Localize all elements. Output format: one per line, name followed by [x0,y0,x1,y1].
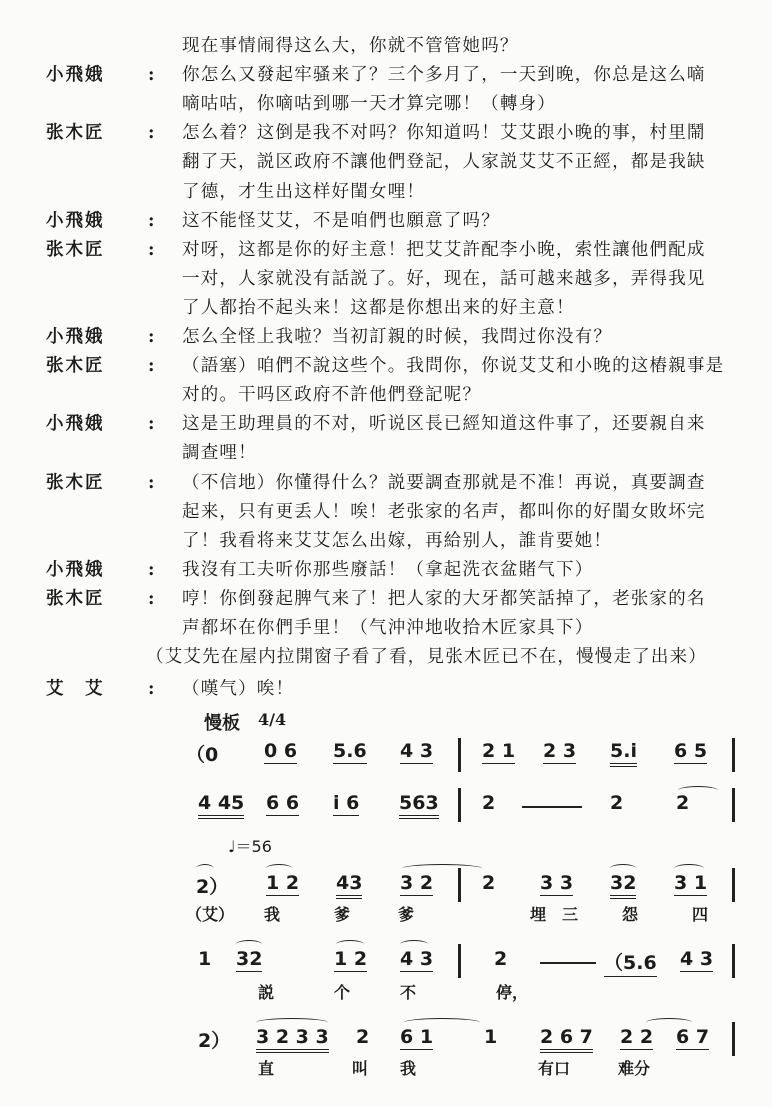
dialogue-line [0,526,772,556]
hold-dash [522,806,582,808]
dialogue-line [0,468,772,498]
speaker-name: 张木匠 [46,589,105,609]
dialogue-text: 了！我看将来艾艾怎么出嫁，再給别人，誰肯要她！ [182,531,613,551]
score-note: 1 [484,1026,498,1048]
aiai-line-text: （嘆气）唉！ [182,679,295,699]
score-row-5 [0,1016,772,1107]
dialogue-text: 你怎么又發起牢骚来了？三个多月了，一天到晚，你总是这么嘀 [182,65,706,85]
bar-line [732,944,735,978]
stage-direction-text: （艾艾先在屋内拉開窗子看了看，見张木匠已不在，慢慢走了出来） [146,647,707,667]
speaker-name: 张木匠 [46,473,105,493]
speaker-colon: : [148,414,155,434]
score-note: 1 2 [334,948,368,970]
dialogue-text: 嘀咕咕，你嘀咕到哪一天才算完哪！（轉身） [182,94,556,114]
lyric: 爹 [334,905,351,924]
speaker-name: 张木匠 [46,356,105,376]
dialogue-line [0,351,772,381]
score-row-2 [0,788,772,828]
dialogue-text: 这是王助理員的不对，听说区長已經知道这件事了，还要親自来 [182,414,706,434]
lyric: 难分 [618,1059,651,1078]
bar-line [732,868,735,902]
score-note: 1 2 [266,872,300,894]
score-note: 2 2 [620,1026,654,1048]
lyric: 直 [258,1059,275,1078]
dialogue-line [0,60,772,90]
score-note: 32 [610,872,636,899]
score-note: 1 [198,948,212,970]
speaker-colon: : [148,240,155,260]
score-note: 2 [610,792,624,814]
dialogue-text: （語塞）咱們不說这些个。我問你，你说艾艾和小晚的这樁親事是 [182,356,725,376]
dialogue-text: 起来，只有更丢人！唉！老张家的名声，都叫你的好閨女敗坏完 [182,502,706,522]
aiai-line [0,674,772,704]
dialogue-text: 对呀，这都是你的好主意！把艾艾許配李小晚，索性讓他們配成 [182,240,706,260]
score-note: 2 [676,792,690,814]
bar-line [458,788,461,822]
bar-line [458,944,461,978]
dialogue-text: 对的。干吗区政府不許他們登記呢？ [182,385,482,405]
lyric: 怨 [622,905,639,924]
speaker-colon: : [148,560,155,580]
dialogue-text: （不信地）你懂得什么？説要調查那就是不准！再说，真要調查 [182,473,706,493]
lyric: 四 [692,905,709,924]
score-note: 3 2 [400,872,434,894]
stage-direction [0,642,772,672]
speaker-name: 小飛娥 [46,65,105,85]
score-note: 2 [482,792,496,814]
dialogue-text: 这不能怪艾艾，不是咱們也願意了吗？ [182,211,500,231]
dialogue-line [0,322,772,352]
speaker-colon: : [148,65,155,85]
score-note: 2 1 [482,740,516,762]
hold-dash [540,962,596,964]
speaker-colon: : [148,356,155,376]
speaker-colon: : [148,327,155,347]
score-row-3 [0,862,772,926]
score-note: 2 [482,872,496,894]
dialogue-text: 一对，人家就没有話説了。好，现在，話可越来越多，弄得我见 [182,269,706,289]
dialogue-line [0,497,772,527]
lyric: 叫 [352,1059,369,1078]
speaker-name: 小飛娥 [46,560,105,580]
score-note: 2 [356,1026,370,1048]
bar-line [732,1022,735,1056]
speaker-aiai: 艾 艾 [46,679,105,699]
score-note: 3 2 3 3 [256,1026,329,1053]
slur-mark [404,1018,480,1027]
dialogue-text: 調查哩！ [182,443,257,463]
speaker-colon: : [148,589,155,609]
score-note: 4 3 [400,740,434,762]
metronome-marking: ♩＝56 [228,837,272,856]
lyric: 有口 [538,1059,571,1078]
score-note: 43 [336,872,362,899]
score-note: 6 5 [674,740,708,762]
dialogue-line [0,438,772,468]
lyric: 爹 [398,905,415,924]
dialogue-text: 怎么全怪上我啦？当初訂親的时候，我問过你没有？ [182,327,613,347]
score-note: 5.6 [333,740,367,762]
speaker-colon: : [148,123,155,143]
score-note: 3 3 [540,872,574,894]
speaker-name: 小飛娥 [46,414,105,434]
dialogue-text: 声都坏在你們手里！（气沖沖地收拾木匠家具下） [182,618,594,638]
score-note: 4 3 [400,948,434,970]
dialogue-text: 怎么着？这倒是我不对吗？你知道吗！艾艾跟小晚的事，村里鬧 [182,123,706,143]
score-note: 2） [196,876,229,898]
lyric: 埋 [530,905,547,924]
speaker-name: 小飛娥 [46,327,105,347]
score-note: 5.i [610,740,637,767]
score-note: 2 3 [543,740,577,762]
dialogue-line [0,235,772,265]
bar-line [732,738,735,772]
speaker-colon: : [148,679,155,699]
speaker-colon: : [148,473,155,493]
score-note: 4 3 [680,948,714,970]
dialogue-line [0,613,772,643]
bar-line [458,738,461,772]
bar-line [732,788,735,822]
dialogue-line [0,147,772,177]
score-note: 2 6 7 [540,1026,593,1053]
dialogue-line [0,118,772,148]
dialogue-line [0,177,772,207]
score-note: 4 45 [198,792,244,819]
score-note: 0 6 [264,740,298,762]
speaker-colon: : [148,211,155,231]
dialogue-line [0,89,772,119]
meter-marking: 4/4 [258,710,287,729]
tempo-marking: 慢板 [204,713,240,734]
lyric: 我 [264,905,281,924]
dialogue-line [0,206,772,236]
lyric: （艾） [186,905,235,924]
tie-mark [678,786,718,795]
dialogue-line [0,264,772,294]
speaker-name: 张木匠 [46,240,105,260]
dialogue-text: 现在事情闹得这么大，你就不管管她吗？ [182,36,519,56]
score-note: 2 [494,948,508,970]
score-note: 6 1 [400,1026,434,1048]
score-note: 2） [198,1030,231,1052]
score-row-1 [0,738,772,778]
dialogue-line [0,555,772,585]
lyric: 説 [258,983,275,1002]
dialogue-text: 我沒有工夫听你那些廢話！（拿起洗衣盆賭气下） [182,560,594,580]
dialogue-text: 了人都抬不起头来！这都是你想出来的好主意！ [182,298,575,318]
score-note: 563 [399,792,439,819]
score-row-4 [0,938,772,1002]
dialogue-line [0,293,772,323]
lyric: 不 [400,983,417,1002]
dialogue-line [0,409,772,439]
speaker-name: 小飛娥 [46,211,105,231]
lyric: 个 [334,983,351,1002]
dialogue-line [0,584,772,614]
bar-line [458,868,461,902]
lyric: 我 [400,1059,417,1078]
score-note: 32 [236,948,263,970]
score-note: i 6 [333,792,360,814]
lyric: 三 [562,905,579,924]
dialogue-line [0,31,772,61]
dialogue-text: 哼！你倒發起脾气来了！把人家的大牙都笑話掉了，老张家的名 [182,589,706,609]
score-note: （5.6 [604,948,657,977]
dialogue-line [0,380,772,410]
score-note: 3 1 [674,872,708,894]
lyric: 停， [496,983,529,1002]
speaker-name: 张木匠 [46,123,105,143]
dialogue-text: 翻了天，説区政府不讓他們登記，人家説艾艾不正經，都是我缺 [182,152,706,172]
score-note: （0 [186,744,219,766]
score-note: 6 7 [676,1026,710,1048]
score-note: 6 6 [266,792,300,814]
dialogue-text: 了德，才生出这样好閨女哩！ [182,182,426,202]
